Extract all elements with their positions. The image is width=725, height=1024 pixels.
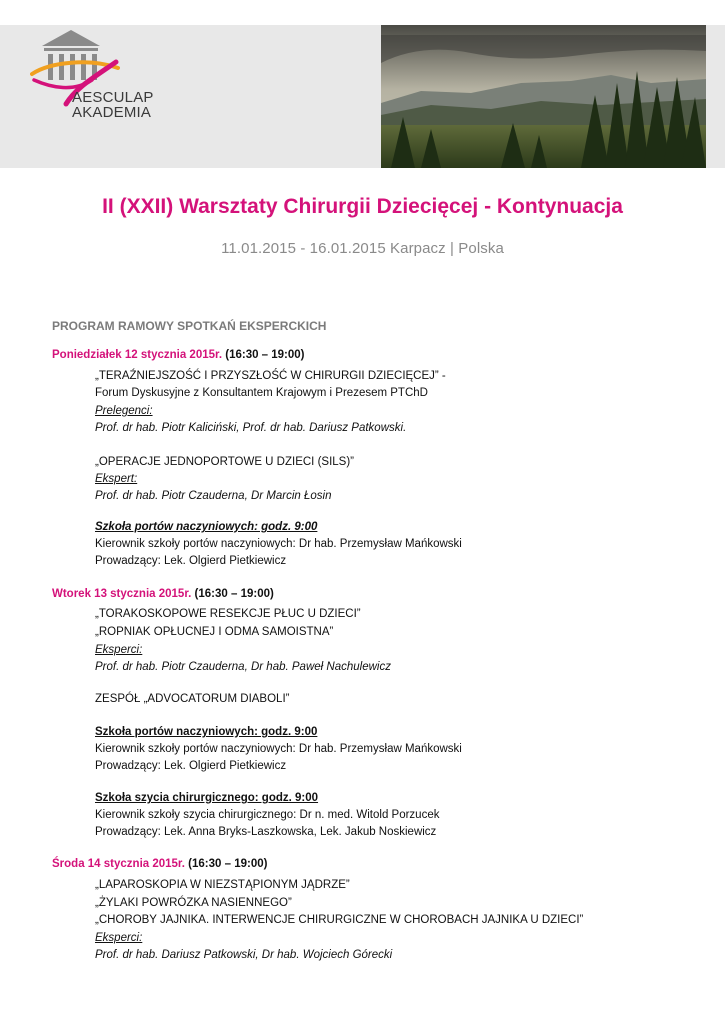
session-description: Forum Dyskusyjne z Konsultantem Krajowym i Prezesem PTChD	[95, 387, 428, 399]
team-title: ZESPÓŁ „ADVOCATORUM DIABOLI”	[95, 693, 290, 705]
school-head: Kierownik szkoły szycia chirurgicznego: Dr n. med. Witold Porzucek	[95, 809, 440, 821]
event-dates-location: 11.01.2015 - 16.01.2015 Karpacz | Polska	[221, 240, 504, 257]
day-3-time: (16:30 – 19:00)	[184, 858, 268, 870]
speakers-names: Prof. dr hab. Piotr Kaliciński, Prof. dr hab. Dariusz Patkowski.	[95, 422, 407, 434]
school-head: Kierownik szkoły portów naczyniowych: Dr hab. Przemysław Mańkowski	[95, 743, 462, 755]
school-instructor: Prowadzący: Lek. Anna Bryks-Laszkowska, Lek. Jakub Noskiewicz	[95, 826, 437, 838]
session-title: „ROPNIAK OPŁUCNEJ I ODMA SAMOISTNA”	[95, 626, 334, 638]
day-1-date: Poniedziałek 12 stycznia 2015r.	[52, 349, 223, 361]
mountain-forest-photo	[381, 25, 706, 168]
experts-names: Prof. dr hab. Dariusz Patkowski, Dr hab. Wojciech Górecki	[95, 949, 393, 961]
day-2-date: Wtorek 13 stycznia 2015r.	[52, 588, 192, 600]
logo-line-1: AESCULAP	[72, 89, 154, 106]
session-title: „LAPAROSKOPIA W NIEZSTĄPIONYM JĄDRZE”	[95, 879, 350, 891]
day-3-heading	[52, 857, 267, 871]
expert-label: Ekspert:	[95, 473, 138, 485]
day-3-date: Środa 14 stycznia 2015r.	[52, 858, 185, 870]
experts-label: Eksperci:	[95, 644, 143, 656]
session-title: „TERAŹNIEJSZOŚĆ I PRZYSZŁOŚĆ W CHIRURGII DZIECIĘCEJ” -	[95, 370, 446, 382]
school-head: Kierownik szkoły portów naczyniowych: Dr hab. Przemysław Mańkowski	[95, 538, 462, 550]
logo-wordmark	[72, 90, 154, 120]
experts-names: Prof. dr hab. Piotr Czauderna, Dr hab. Paweł Nachulewicz	[95, 661, 391, 673]
logo-line-2: AKADEMIA	[72, 104, 152, 121]
session-title: „OPERACJE JEDNOPORTOWE U DZIECI (SILS)”	[95, 456, 354, 468]
experts-label: Eksperci:	[95, 932, 143, 944]
school-heading: Szkoła portów naczyniowych: godz. 9:00	[95, 521, 318, 533]
school-instructor: Prowadzący: Lek. Olgierd Pietkiewicz	[95, 760, 287, 772]
program-heading: PROGRAM RAMOWY SPOTKAŃ EKSPERCKICH	[52, 319, 327, 333]
expert-names: Prof. dr hab. Piotr Czauderna, Dr Marcin Łosin	[95, 490, 332, 502]
school-instructor: Prowadzący: Lek. Olgierd Pietkiewicz	[95, 555, 287, 567]
day-2-time: (16:30 – 19:00)	[191, 588, 274, 600]
page-title: II (XXII) Warsztaty Chirurgii Dziecięcej - Kontynuacja	[102, 195, 623, 218]
school-heading: Szkoła szycia chirurgicznego: godz. 9:00	[95, 792, 319, 804]
day-2-heading	[52, 587, 274, 601]
school-heading: Szkoła portów naczyniowych: godz. 9:00	[95, 726, 318, 738]
speakers-label: Prelegenci:	[95, 405, 153, 417]
day-1-heading	[52, 348, 305, 362]
aesculap-logo	[26, 28, 186, 138]
session-title: „CHOROBY JAJNIKA. INTERWENCJE CHIRURGICZNE W CHOROBACH JAJNIKA U DZIECI”	[95, 914, 584, 926]
session-title: „ŻYLAKI POWRÓZKA NASIENNEGO”	[95, 897, 292, 909]
day-1-time: (16:30 – 19:00)	[222, 349, 305, 361]
session-title: „TORAKOSKOPOWE RESEKCJE PŁUC U DZIECI”	[95, 608, 361, 620]
